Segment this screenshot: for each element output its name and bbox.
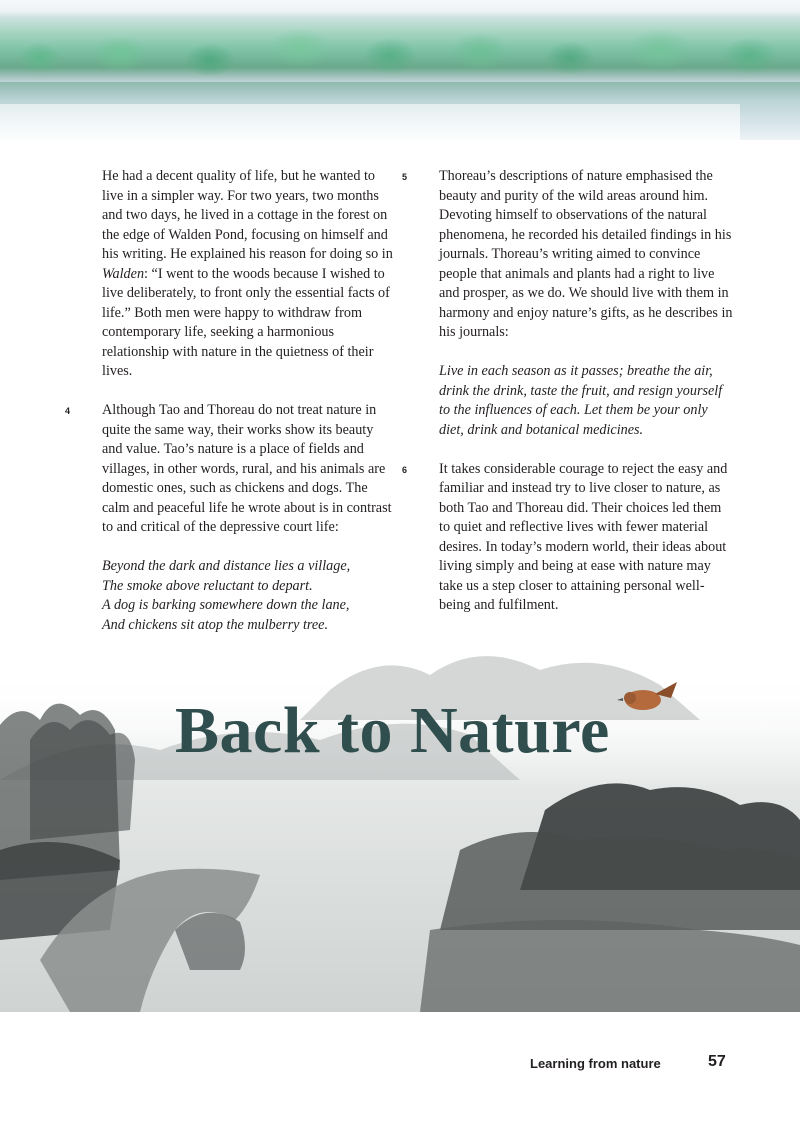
page-title: Back to Nature: [175, 694, 610, 767]
book-title: Walden: [102, 265, 145, 282]
poem-line: The smoke above reluctant to depart.: [102, 577, 313, 594]
paragraph-number-4: 4: [65, 406, 71, 416]
paragraph-5-text: Thoreau’s descriptions of nature emphasised the beauty and purity of the wild areas around him. Devoting himself to observations of the natural phenomena, he recorded his detailed findings in his journals. Thoreau’s writing aimed to convince people that animals and plants had a right to live and prosper, as we do. We should live with them in harmony and enjoy nature’s gifts, as he describes in his journals:: [439, 168, 733, 340]
paragraph-6-text: It takes considerable courage to reject the easy and familiar and instead try to live closer to nature, as both Tao and Thoreau did. Their choices led them to quiet and reflective lives with fewer material desires. In today’s modern world, their ideas about living simply and being at ease with nature may take us a step closer to attaining personal well-being and fulfilment.: [439, 460, 728, 613]
footer-section-title: Learning from nature: [530, 1056, 661, 1071]
poem-line: A dog is barking somewhere down the lane,: [102, 597, 350, 613]
paragraph-number-5: 5: [402, 172, 408, 182]
paragraph-6: [402, 460, 734, 616]
left-tree-cluster: [30, 720, 135, 840]
ink-landscape-illustration: [0, 630, 800, 1012]
treeline-image: [0, 18, 800, 80]
text-column-left: [65, 167, 397, 655]
poem-line: Beyond the dark and distance lies a village,: [102, 558, 351, 574]
paragraph-4-text: Although Tao and Thoreau do not treat nature in quite the same way, their works show its beauty and value. Tao’s nature is a place of fields and villages, in other words, rural, and his animals are domestic ones, such as chickens and dogs. The calm and peaceful life he wrote about is in contrast to and critical of the depressive court life:: [102, 402, 392, 535]
paragraph-intro-continued: : “I went to the woods because I wished to live deliberately, to front only the essential facts of life.” Both men were happy to withdraw from contemporary life, seeking a harmonious relationship with nature in the quietness of their lives.: [102, 265, 390, 379]
page-number: 57: [708, 1053, 726, 1070]
paragraph-intro: [102, 167, 397, 382]
paragraph-4: [65, 401, 397, 538]
paragraph-number-6: 6: [402, 464, 408, 475]
journal-quote: Live in each season as it passes; breathe the air, drink the drink, taste the fruit, and resign yourself to the influences of each. Let them be your only diet, drink and botanical medicines.: [439, 363, 723, 438]
paragraph-intro-text: He had a decent quality of life, but he wanted to live in a simpler way. For two years, two months and two days, he lived in a cottage in the forest on the edge of Walden Pond, focusing on himself and his writing. He explained his reason for doing so in: [102, 168, 393, 262]
text-column-right: [402, 167, 734, 635]
poem-quote: [102, 557, 397, 635]
paragraph-5: [402, 167, 734, 343]
poem-line: And chickens sit atop the mulberry tree.: [102, 616, 329, 633]
